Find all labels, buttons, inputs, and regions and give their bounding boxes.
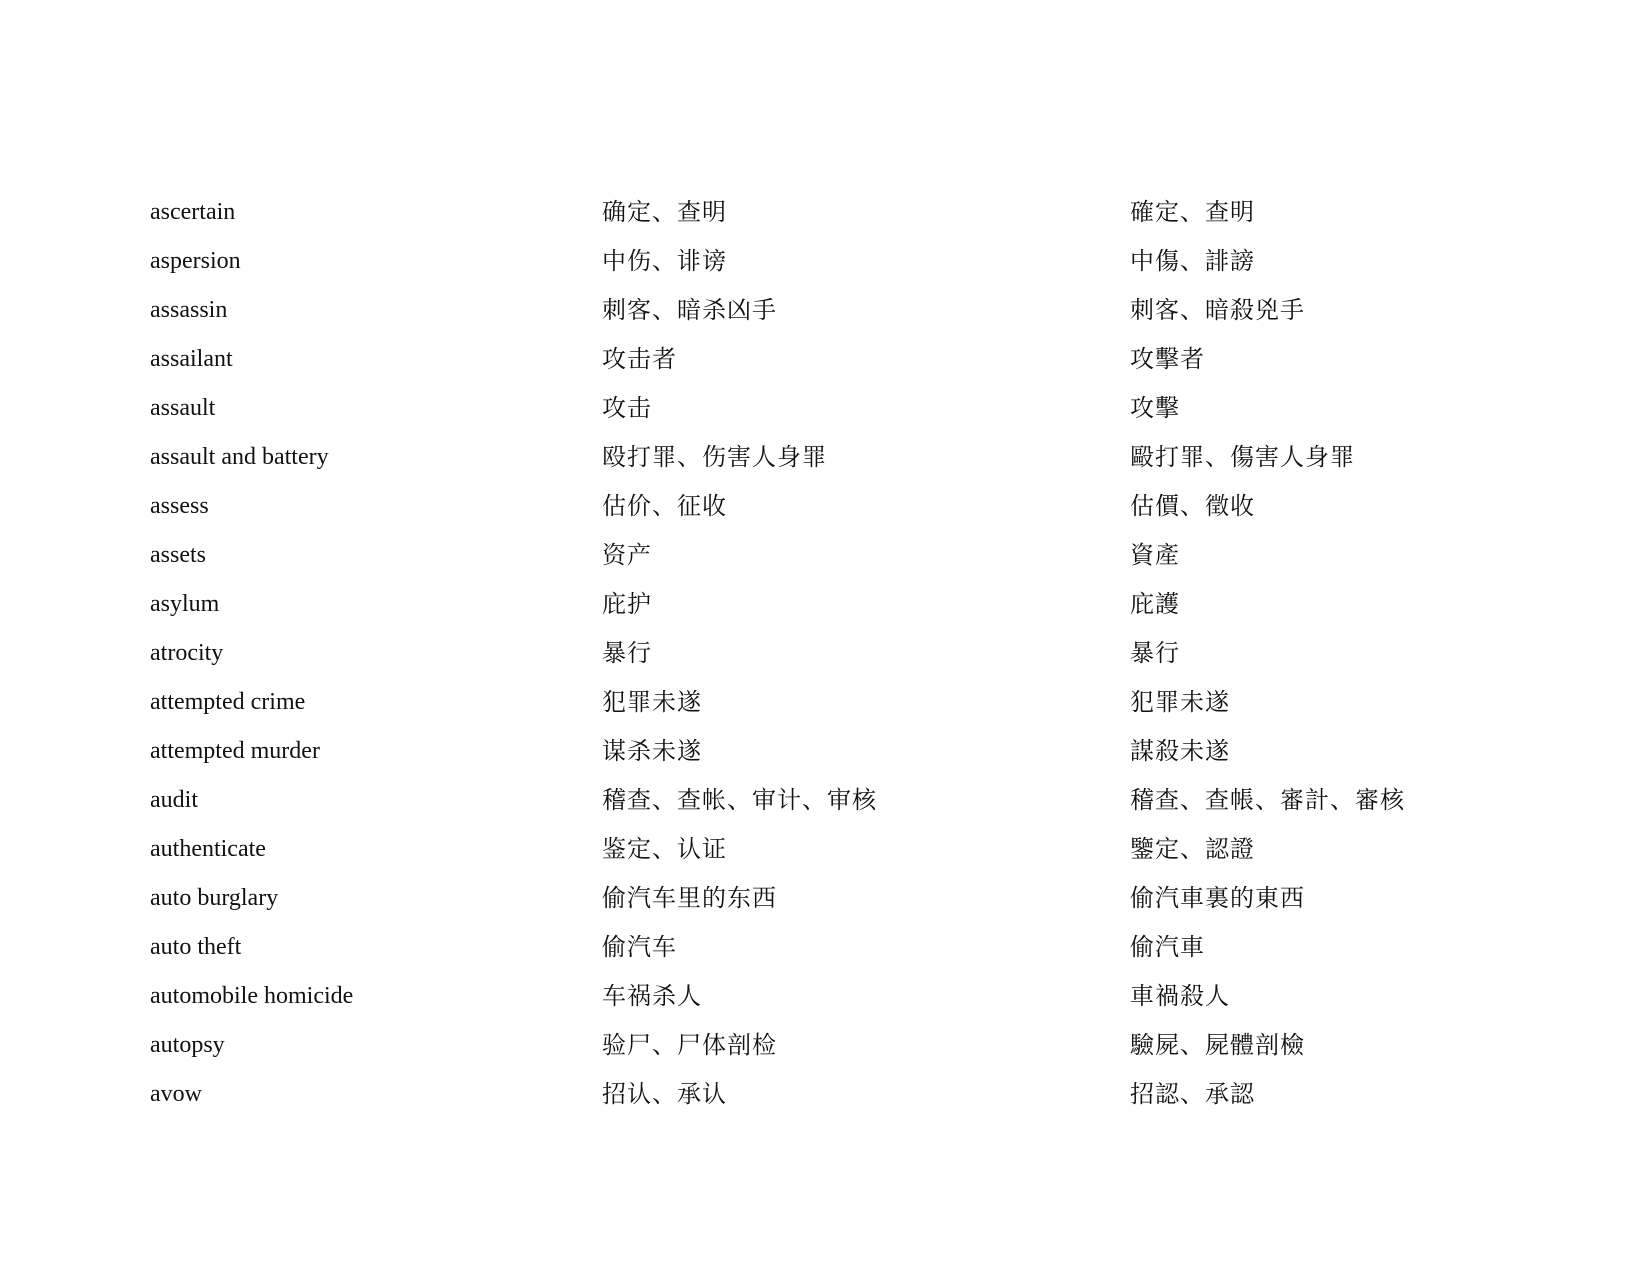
table-row: [150, 1069, 1470, 1118]
english-term: asylum: [150, 590, 220, 617]
table-row: [150, 236, 1470, 285]
simplified-chinese-term: 招认、承认: [602, 1079, 727, 1108]
simplified-chinese-term: 攻击者: [602, 344, 677, 373]
english-term: audit: [150, 786, 198, 813]
english-term: ascertain: [150, 198, 236, 225]
simplified-chinese-term: 资产: [602, 540, 652, 569]
table-row: [150, 334, 1470, 383]
traditional-chinese-term: 攻擊: [1130, 393, 1180, 422]
traditional-chinese-term: 確定、查明: [1130, 197, 1255, 226]
simplified-chinese-term: 偷汽车里的东西: [602, 883, 777, 912]
traditional-chinese-term: 偷汽車裏的東西: [1130, 883, 1305, 912]
traditional-chinese-term: 毆打罪、傷害人身罪: [1130, 442, 1355, 471]
traditional-chinese-term: 驗屍、屍體剖檢: [1130, 1030, 1305, 1059]
english-term: assault and battery: [150, 443, 329, 470]
traditional-chinese-term: 謀殺未遂: [1130, 736, 1230, 765]
traditional-chinese-term: 估價、徵收: [1130, 491, 1255, 520]
simplified-chinese-term: 殴打罪、伤害人身罪: [602, 442, 827, 471]
simplified-chinese-term: 稽查、查帐、审计、审核: [602, 785, 877, 814]
traditional-chinese-term: 中傷、誹謗: [1130, 246, 1255, 275]
english-term: attempted crime: [150, 688, 306, 715]
table-row: [150, 628, 1470, 677]
glossary-table: [150, 187, 1470, 1118]
table-row: [150, 873, 1470, 922]
english-term: attempted murder: [150, 737, 320, 764]
english-term: auto theft: [150, 933, 242, 960]
simplified-chinese-term: 确定、查明: [602, 197, 727, 226]
english-term: automobile homicide: [150, 982, 354, 1009]
simplified-chinese-term: 庇护: [602, 589, 652, 618]
traditional-chinese-term: 刺客、暗殺兇手: [1130, 295, 1305, 324]
simplified-chinese-term: 中伤、诽谤: [602, 246, 727, 275]
english-term: avow: [150, 1080, 202, 1107]
table-row: [150, 922, 1470, 971]
table-row: [150, 579, 1470, 628]
simplified-chinese-term: 验尸、尸体剖检: [602, 1030, 777, 1059]
english-term: assailant: [150, 345, 233, 372]
table-row: [150, 285, 1470, 334]
simplified-chinese-term: 谋杀未遂: [602, 736, 702, 765]
english-term: assassin: [150, 296, 228, 323]
english-term: autopsy: [150, 1031, 225, 1058]
traditional-chinese-term: 犯罪未遂: [1130, 687, 1230, 716]
table-row: [150, 187, 1470, 236]
simplified-chinese-term: 鉴定、认证: [602, 834, 727, 863]
table-row: [150, 1020, 1470, 1069]
traditional-chinese-term: 攻擊者: [1130, 344, 1205, 373]
table-row: [150, 824, 1470, 873]
table-row: [150, 383, 1470, 432]
traditional-chinese-term: 稽查、查帳、審計、審核: [1130, 785, 1405, 814]
simplified-chinese-term: 攻击: [602, 393, 652, 422]
table-row: [150, 775, 1470, 824]
traditional-chinese-term: 庇護: [1130, 589, 1180, 618]
english-term: assault: [150, 394, 216, 421]
english-term: assets: [150, 541, 206, 568]
english-term: auto burglary: [150, 884, 279, 911]
simplified-chinese-term: 暴行: [602, 638, 652, 667]
english-term: authenticate: [150, 835, 266, 862]
english-term: aspersion: [150, 247, 241, 274]
traditional-chinese-term: 暴行: [1130, 638, 1180, 667]
simplified-chinese-term: 车祸杀人: [602, 981, 702, 1010]
table-row: [150, 971, 1470, 1020]
table-row: [150, 481, 1470, 530]
simplified-chinese-term: 估价、征收: [602, 491, 727, 520]
table-row: [150, 677, 1470, 726]
traditional-chinese-term: 鑒定、認證: [1130, 834, 1255, 863]
traditional-chinese-term: 車禍殺人: [1130, 981, 1230, 1010]
glossary-body: [150, 187, 1470, 1118]
table-row: [150, 726, 1470, 775]
table-row: [150, 530, 1470, 579]
english-term: atrocity: [150, 639, 224, 666]
traditional-chinese-term: 招認、承認: [1130, 1079, 1255, 1108]
traditional-chinese-term: 偷汽車: [1130, 932, 1205, 961]
simplified-chinese-term: 刺客、暗杀凶手: [602, 295, 777, 324]
simplified-chinese-term: 犯罪未遂: [602, 687, 702, 716]
english-term: assess: [150, 492, 209, 519]
table-row: [150, 432, 1470, 481]
traditional-chinese-term: 資產: [1130, 540, 1180, 569]
simplified-chinese-term: 偷汽车: [602, 932, 677, 961]
